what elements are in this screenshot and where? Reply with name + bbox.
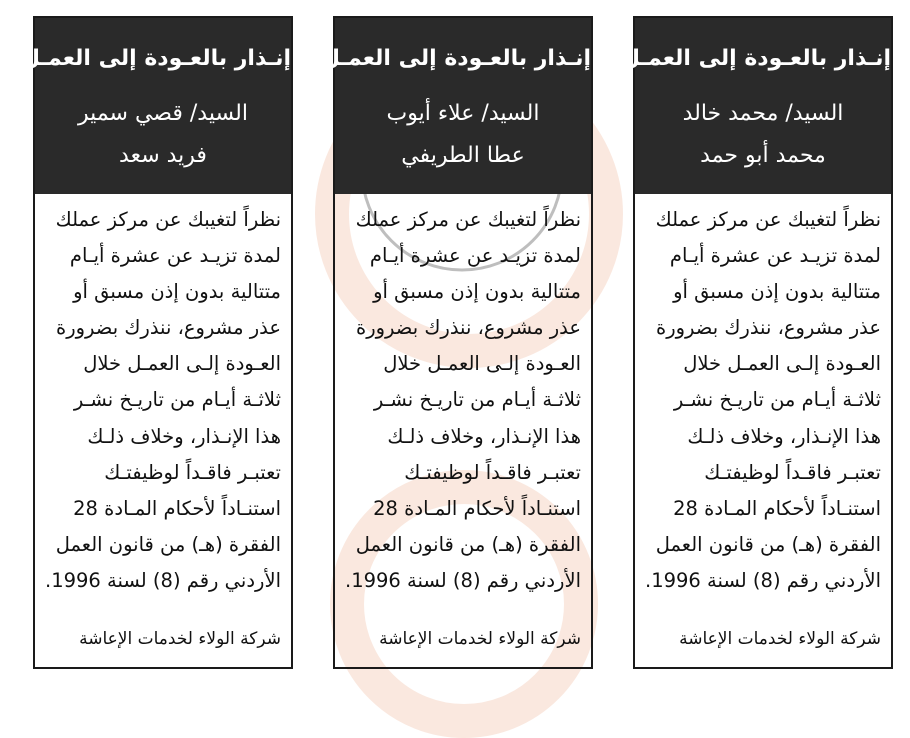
body-line: تعتبـر فاقـداً لوظيفتـك — [104, 460, 281, 484]
body-line: الأردني رقم (8) لسنة 1996. — [645, 568, 881, 592]
recipient-name: السيد/ علاء أيوب — [386, 101, 540, 126]
notice-header — [20, 18, 291, 194]
notice-header — [320, 18, 591, 194]
body-line: نظراً لتغيبك عن مركز عملك — [355, 208, 581, 231]
body-line: استنـاداً لأحكام المـادة 28 — [73, 496, 281, 520]
notice-title: إنـذار بالعـودة إلى العمـل — [620, 46, 891, 71]
body-line: متتالية بدون إذن مسبق أو — [673, 280, 881, 304]
body-line: لمدة تزيـد عن عشرة أيـام — [669, 244, 881, 268]
recipient-name: عطا الطريفي — [401, 143, 525, 168]
body-line: عذر مشروع، ننذرك بضرورة — [55, 316, 281, 340]
company-signature: شركة الولاء لخدمات الإعاشة — [679, 629, 881, 649]
recipient-name: السيد/ قصي سمير — [78, 101, 248, 126]
notice-card — [620, 16, 893, 669]
body-line: نظراً لتغيبك عن مركز عملك — [655, 208, 881, 231]
body-line: عذر مشروع، ننذرك بضرورة — [355, 316, 581, 340]
body-line: تعتبـر فاقـداً لوظيفتـك — [404, 460, 581, 484]
body-line: متتالية بدون إذن مسبق أو — [73, 280, 281, 304]
recipient-name: محمد أبو حمد — [700, 143, 826, 168]
body-line: تعتبـر فاقـداً لوظيفتـك — [704, 460, 881, 484]
body-line: ثلاثـة أيـام من تاريـخ نشـر — [373, 388, 581, 412]
body-line: لمدة تزيـد عن عشرة أيـام — [69, 244, 281, 268]
notice-body — [335, 194, 591, 599]
body-line: متتالية بدون إذن مسبق أو — [373, 280, 581, 304]
notice-title: إنـذار بالعـودة إلى العمـل — [20, 46, 291, 71]
recipient-name: السيد/ محمد خالد — [682, 101, 844, 126]
body-line: لمدة تزيـد عن عشرة أيـام — [369, 244, 581, 268]
body-line: استنـاداً لأحكام المـادة 28 — [673, 496, 881, 520]
body-line: ثلاثـة أيـام من تاريـخ نشـر — [73, 388, 281, 412]
notice-header — [620, 18, 891, 194]
notice-card — [320, 16, 593, 669]
body-line: هذا الإنـذار، وخلاف ذلـك — [387, 424, 581, 448]
body-line: عذر مشروع، ننذرك بضرورة — [655, 316, 881, 340]
body-line: الفقرة (هـ) من قانون العمل — [355, 532, 581, 556]
notice-body — [35, 194, 291, 599]
recipient-name: فريد سعد — [119, 143, 207, 168]
body-line: استنـاداً لأحكام المـادة 28 — [373, 496, 581, 520]
company-signature: شركة الولاء لخدمات الإعاشة — [379, 629, 581, 649]
notice-card — [20, 16, 293, 669]
body-line: ثلاثـة أيـام من تاريـخ نشـر — [673, 388, 881, 412]
notice-body — [635, 194, 891, 599]
body-line: الأردني رقم (8) لسنة 1996. — [345, 568, 581, 592]
body-line: الفقرة (هـ) من قانون العمل — [655, 532, 881, 556]
body-line: العـودة إلـى العمـل خلال — [83, 352, 281, 376]
notice-title: إنـذار بالعـودة إلى العمـل — [320, 46, 591, 71]
body-line: الفقرة (هـ) من قانون العمل — [55, 532, 281, 556]
body-line: العـودة إلـى العمـل خلال — [383, 352, 581, 376]
company-signature: شركة الولاء لخدمات الإعاشة — [79, 629, 281, 649]
body-line: الأردني رقم (8) لسنة 1996. — [45, 568, 281, 592]
body-line: هذا الإنـذار، وخلاف ذلـك — [87, 424, 281, 448]
body-line: نظراً لتغيبك عن مركز عملك — [55, 208, 281, 231]
body-line: هذا الإنـذار، وخلاف ذلـك — [687, 424, 881, 448]
body-line: العـودة إلـى العمـل خلال — [683, 352, 881, 376]
